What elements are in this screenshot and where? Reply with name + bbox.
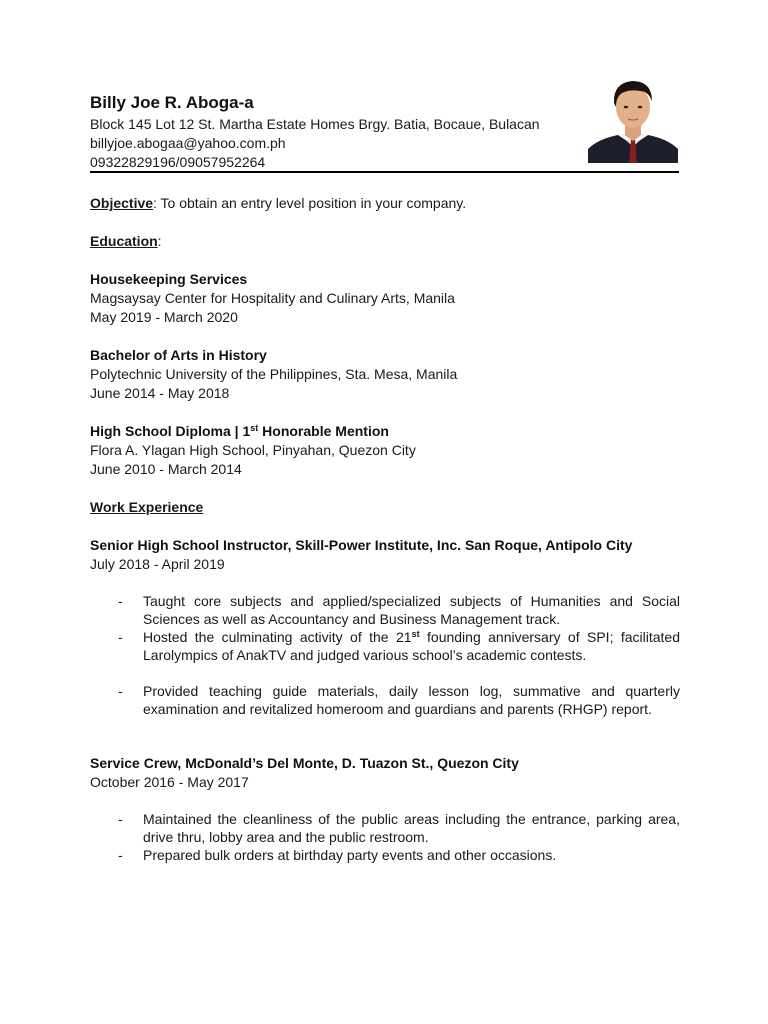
- email-line: billyjoe.abogaa@yahoo.com.ph: [90, 135, 286, 151]
- job-entry: [90, 754, 680, 864]
- list-item: - Taught core subjects and applied/specialized subjects of Humanities and Social Sciences as well as Accountancy and Business Management track.: [118, 593, 680, 627]
- list-item: - Maintained the cleanliness of the public areas including the entrance, parking area, drive thru, lobby area and the public restroom.: [118, 811, 680, 845]
- education-title: High School Diploma | 1st Honorable Mention: [90, 423, 389, 439]
- education-heading: Education: [90, 233, 158, 249]
- education-school: Flora A. Ylagan High School, Pinyahan, Quezon City: [90, 442, 416, 458]
- education-entry: [90, 422, 680, 479]
- phone-line: 09322829196/09057952264: [90, 154, 266, 170]
- resume-header: [90, 93, 585, 172]
- education-entry: [90, 270, 680, 327]
- objective-heading: Objective: [90, 195, 154, 211]
- work-experience-heading: Work Experience: [90, 499, 204, 515]
- list-item: - Provided teaching guide materials, daily lesson log, summative and quarterly examination and revitalized homeroom and guardians and parents (RHGP) report.: [118, 683, 680, 717]
- objective-line: [90, 194, 680, 213]
- job-title: Senior High School Instructor, Skill-Power Institute, Inc. San Roque, Antipolo City: [90, 537, 633, 553]
- profile-photo: [588, 69, 678, 163]
- resume-body: [90, 194, 680, 864]
- education-dates: May 2019 - March 2020: [90, 309, 238, 325]
- job-duties: [90, 810, 680, 864]
- job-dates: July 2018 - April 2019: [90, 556, 225, 572]
- header-divider: [90, 171, 679, 173]
- job-entry: [90, 536, 680, 718]
- education-title: Bachelor of Arts in History: [90, 347, 267, 363]
- objective-text: : To obtain an entry level position in your company.: [153, 195, 467, 211]
- education-title: Housekeeping Services: [90, 271, 248, 287]
- address-line: Block 145 Lot 12 St. Martha Estate Homes Brgy. Batia, Bocaue, Bulacan: [90, 116, 540, 132]
- education-dates: June 2014 - May 2018: [90, 385, 230, 401]
- job-title: Service Crew, McDonald’s Del Monte, D. Tuazon St., Quezon City: [90, 755, 519, 771]
- applicant-name: Billy Joe R. Aboga-a: [90, 93, 254, 112]
- job-duties: [90, 592, 680, 718]
- list-item: - Prepared bulk orders at birthday party events and other occasions.: [118, 847, 557, 863]
- education-entry: [90, 346, 680, 403]
- education-dates: June 2010 - March 2014: [90, 461, 242, 477]
- job-dates: October 2016 - May 2017: [90, 774, 249, 790]
- education-school: Magsaysay Center for Hospitality and Culinary Arts, Manila: [90, 290, 455, 306]
- education-heading-line: Education:: [90, 233, 162, 249]
- education-school: Polytechnic University of the Philippines, Sta. Mesa, Manila: [90, 366, 458, 382]
- list-item: - Hosted the culminating activity of the 21st founding anniversary of SPI; facilitated Larolympics of AnakTV and judged various school’s academic contests.: [118, 629, 681, 663]
